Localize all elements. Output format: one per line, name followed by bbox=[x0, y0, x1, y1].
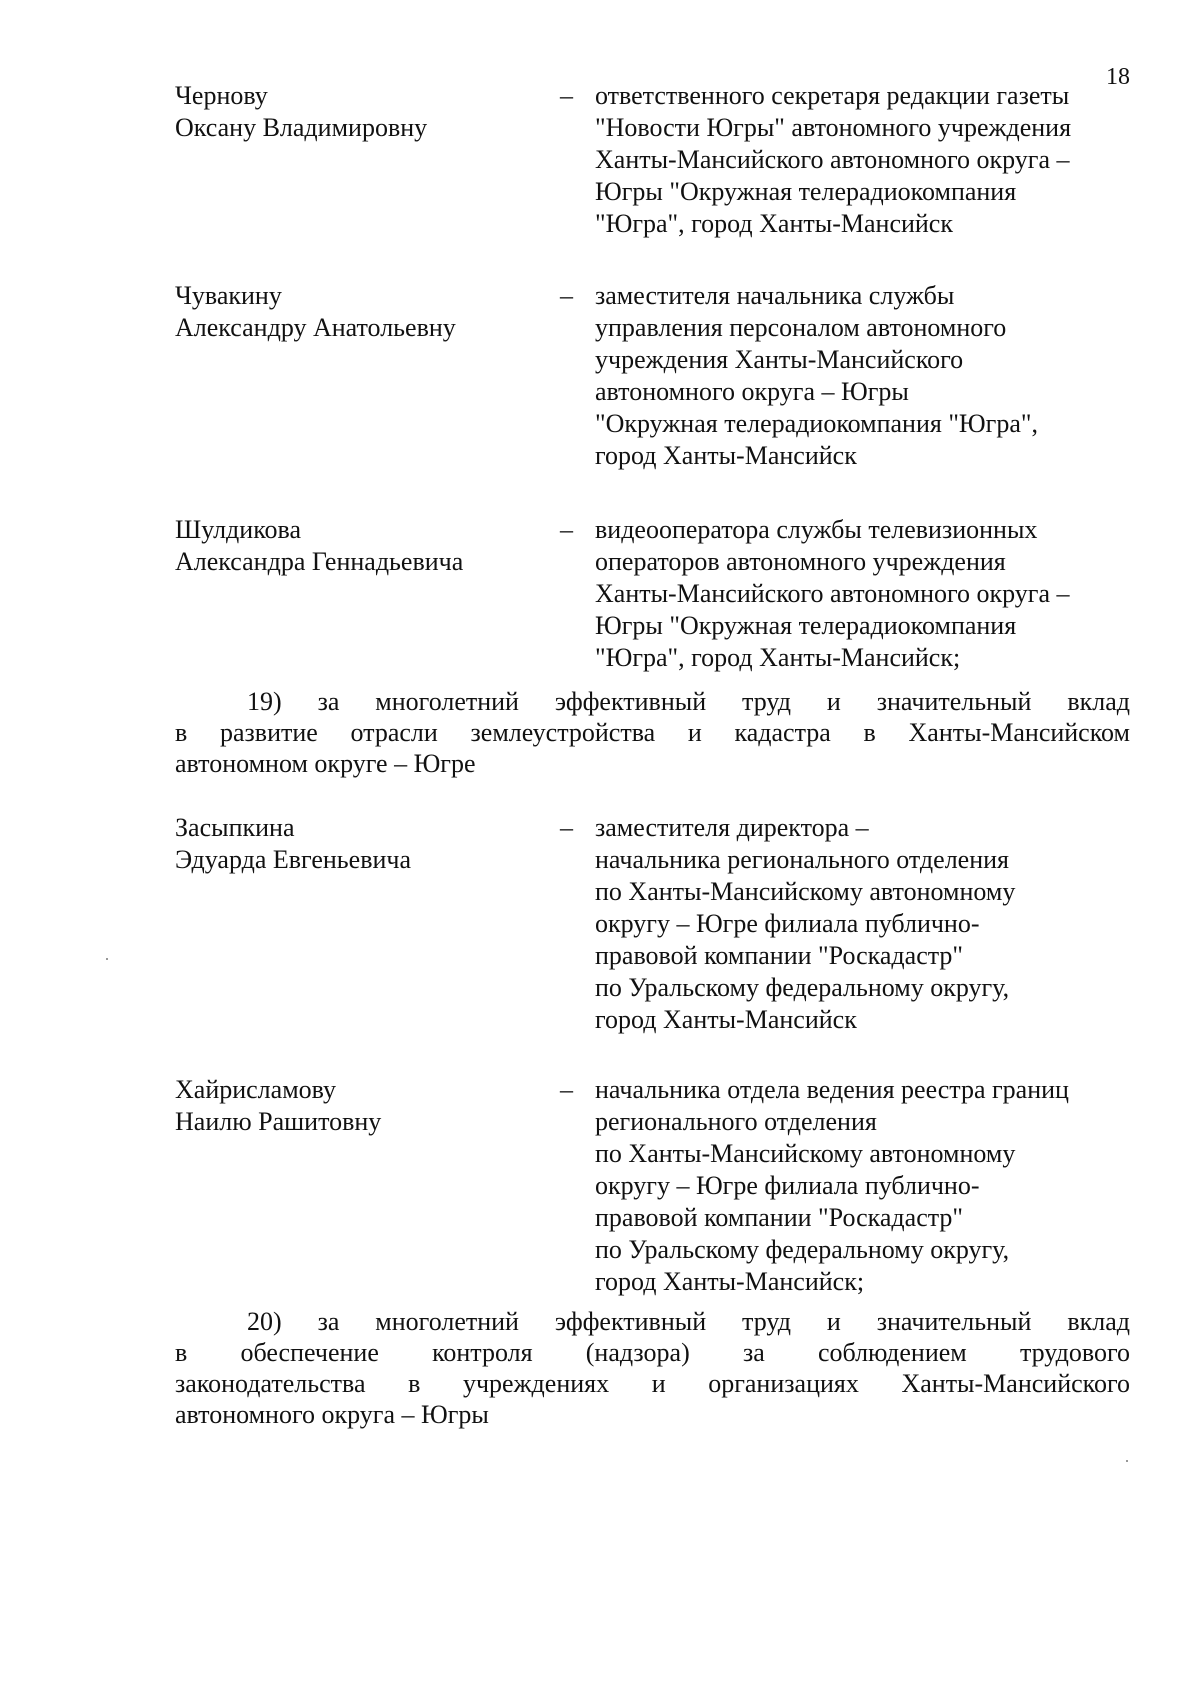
position-line: начальника регионального отделения bbox=[595, 845, 1010, 874]
position-line: по Уральскому федеральному округу, bbox=[595, 1235, 1010, 1264]
position-line: Ханты-Мансийского автономного округа – bbox=[595, 145, 1070, 174]
position-line: "Югра", город Ханты-Мансийск; bbox=[595, 643, 961, 672]
position-line: регионального отделения bbox=[595, 1107, 877, 1136]
position-line: Ханты-Мансийского автономного округа – bbox=[595, 579, 1070, 608]
position-line: Югры "Окружная телерадиокомпания bbox=[595, 611, 1017, 640]
person-position bbox=[595, 280, 1135, 472]
award-category-paragraph bbox=[175, 1306, 1130, 1430]
page-number: 18 bbox=[1106, 64, 1130, 90]
given-names: Эдуарда Евгеньевича bbox=[175, 845, 412, 874]
position-line: город Ханты-Мансийск bbox=[595, 441, 857, 470]
position-line: управления персоналом автономного bbox=[595, 313, 1007, 342]
position-line: Югры "Окружная телерадиокомпания bbox=[595, 177, 1017, 206]
position-line: по Ханты-Мансийскому автономному bbox=[595, 877, 1016, 906]
paragraph-line: 19) за многолетний эффективный труд и значительный вклад bbox=[247, 687, 1130, 716]
position-line: город Ханты-Мансийск bbox=[595, 1005, 857, 1034]
given-names: Наилю Рашитовну bbox=[175, 1107, 382, 1136]
dash-separator: – bbox=[560, 515, 573, 544]
position-line: начальника отдела ведения реестра границ bbox=[595, 1075, 1069, 1104]
paragraph-line: автономном округе – Югре bbox=[175, 749, 476, 778]
position-line: округу – Югре филиала публично- bbox=[595, 909, 980, 938]
surname: Шулдикова bbox=[175, 515, 301, 544]
scan-speck bbox=[1126, 1460, 1128, 1462]
position-line: автономного округа – Югры bbox=[595, 377, 909, 406]
position-line: "Окружная телерадиокомпания "Югра", bbox=[595, 409, 1038, 438]
paragraph-line: в обеспечение контроля (надзора) за соблюдением трудового bbox=[175, 1338, 1130, 1367]
dash-separator: – bbox=[560, 281, 573, 310]
position-line: заместителя директора – bbox=[595, 813, 869, 842]
scan-speck bbox=[106, 958, 108, 960]
paragraph-line: законодательства в учреждениях и организациях Ханты-Мансийского bbox=[175, 1369, 1130, 1398]
person-position bbox=[595, 812, 1135, 1036]
position-line: по Ханты-Мансийскому автономному bbox=[595, 1139, 1016, 1168]
position-line: учреждения Ханты-Мансийского bbox=[595, 345, 964, 374]
surname: Чувакину bbox=[175, 281, 282, 310]
surname: Засыпкина bbox=[175, 813, 295, 842]
paragraph-line: в развитие отрасли землеустройства и кадастра в Ханты-Мансийском bbox=[175, 718, 1130, 747]
paragraph-line: автономного округа – Югры bbox=[175, 1400, 489, 1429]
dash-separator: – bbox=[560, 813, 573, 842]
position-line: заместителя начальника службы bbox=[595, 281, 955, 310]
position-line: ответственного секретаря редакции газеты bbox=[595, 81, 1070, 110]
given-names: Александру Анатольевну bbox=[175, 313, 456, 342]
person-name bbox=[175, 80, 555, 144]
person-position bbox=[595, 80, 1135, 240]
position-line: видеооператора службы телевизионных bbox=[595, 515, 1038, 544]
position-line: операторов автономного учреждения bbox=[595, 547, 1006, 576]
given-names: Оксану Владимировну bbox=[175, 113, 428, 142]
dash-separator: – bbox=[560, 1075, 573, 1104]
person-position bbox=[595, 1074, 1135, 1298]
position-line: правовой компании "Роскадастр" bbox=[595, 941, 964, 970]
person-name bbox=[175, 812, 555, 876]
position-line: город Ханты-Мансийск; bbox=[595, 1267, 865, 1296]
position-line: правовой компании "Роскадастр" bbox=[595, 1203, 964, 1232]
surname: Чернову bbox=[175, 81, 268, 110]
position-line: "Югра", город Ханты-Мансийск bbox=[595, 209, 953, 238]
person-name bbox=[175, 514, 555, 578]
position-line: округу – Югре филиала публично- bbox=[595, 1171, 980, 1200]
person-name bbox=[175, 280, 555, 344]
dash-separator: – bbox=[560, 81, 573, 110]
surname: Хайрисламову bbox=[175, 1075, 337, 1104]
paragraph-line: 20) за многолетний эффективный труд и значительный вклад bbox=[247, 1307, 1130, 1336]
person-name bbox=[175, 1074, 555, 1138]
person-position bbox=[595, 514, 1135, 674]
award-category-paragraph bbox=[175, 686, 1130, 779]
given-names: Александра Геннадьевича bbox=[175, 547, 464, 576]
position-line: "Новости Югры" автономного учреждения bbox=[595, 113, 1072, 142]
position-line: по Уральскому федеральному округу, bbox=[595, 973, 1010, 1002]
